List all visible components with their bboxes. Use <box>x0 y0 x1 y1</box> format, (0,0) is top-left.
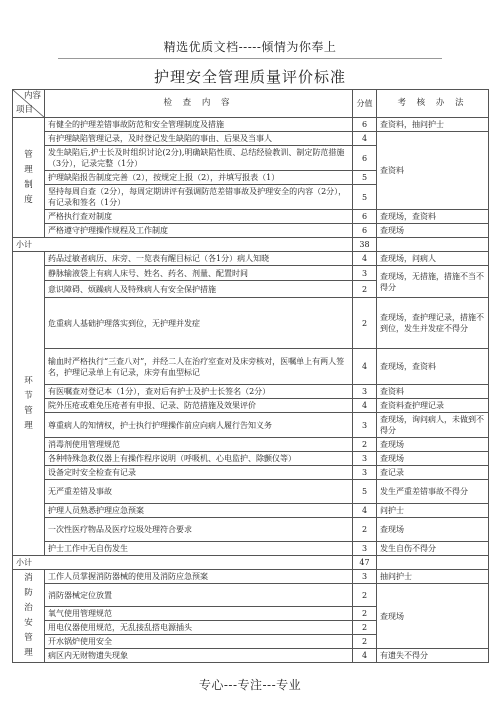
row-score: 5 <box>353 185 377 210</box>
row-score: 3 <box>353 466 377 480</box>
row-method: 查现场 <box>377 518 489 542</box>
row-content: 开水锅炉使用安全 <box>45 635 353 649</box>
row-score: 6 <box>353 210 377 224</box>
row-content: 严格执行查对制度 <box>45 210 353 224</box>
row-content: 护理人员熟悉护理应急预案 <box>45 504 353 518</box>
document-title: 护理安全管理质量评价标准 <box>153 68 346 86</box>
row-score: 3 <box>353 385 377 399</box>
subtotal-row <box>13 238 489 252</box>
row-content: 病区内无财物遗失现象 <box>45 649 353 663</box>
subtotal-empty <box>377 556 489 570</box>
category-fire-security: 消防治安管理 <box>13 570 45 663</box>
row-score: 2 <box>353 621 377 635</box>
row-method: 查资料查护理记录 <box>377 399 489 413</box>
table-row <box>13 413 489 438</box>
table-row <box>13 518 489 542</box>
row-content: 意识障碍、烦躁病人及特殊病人有安全保护措施 <box>45 281 353 298</box>
row-score: 4 <box>353 504 377 518</box>
row-method: 查现场，询问病人，未做到不得分 <box>377 413 489 438</box>
subtotal-score: 38 <box>353 238 377 252</box>
row-content: 无严重差错及事故 <box>45 480 353 504</box>
header-rule <box>58 58 442 59</box>
row-content: 护士工作中无自伤发生 <box>45 542 353 556</box>
row-method: 查现场，查护理记录，措施不到位，发生并发症不得分 <box>377 298 489 349</box>
row-content: 消毒剂使用管理规范 <box>45 438 353 452</box>
diagonal-header-cell <box>13 90 45 118</box>
row-score: 3 <box>353 266 377 281</box>
table-row <box>13 570 489 584</box>
row-method: 查现场，查资料 <box>377 210 489 224</box>
row-content: 发生缺陷后,护士长及时组织讨论(2分),明确缺陷性质、总结经验教训、制定防范措施（3分），记录完整（1分） <box>45 146 353 171</box>
row-method: 问护士 <box>377 504 489 518</box>
row-content: 氧气使用管理规范 <box>45 607 353 621</box>
page-footer: 专心---专注---专业 <box>198 678 302 692</box>
table-row <box>13 649 489 663</box>
row-content: 院外压疮或难免压疮者有申报、记录、防范措施及效果评价 <box>45 399 353 413</box>
row-method: 查资料，抽问护士 <box>377 118 489 132</box>
row-content: 有医嘱查对登记本（1分），查对后有护士及护士长签名（2分） <box>45 385 353 399</box>
table-header-row <box>13 90 489 118</box>
row-content: 严格遵守护理操作规程及工作制度 <box>45 224 353 238</box>
table-row <box>13 210 489 224</box>
subtotal-empty <box>377 238 489 252</box>
row-score: 4 <box>353 252 377 266</box>
row-content: 药品过敏者病历、床旁、一览表有醒目标记（各1分）病人知晓 <box>45 252 353 266</box>
row-score: 3 <box>353 413 377 438</box>
row-method: 查资料 <box>377 132 489 210</box>
table-row <box>13 504 489 518</box>
subtotal-label: 小计 <box>13 556 353 570</box>
row-score: 4 <box>353 349 377 385</box>
header-method: 考 核 办 法 <box>377 90 489 118</box>
row-method: 查现场，查资料 <box>377 349 489 385</box>
row-score: 3 <box>353 570 377 584</box>
row-score: 4 <box>353 649 377 663</box>
table-row <box>13 132 489 146</box>
row-score: 5 <box>353 480 377 504</box>
row-method: 发生严重差错事故不得分 <box>377 480 489 504</box>
row-score: 2 <box>353 518 377 542</box>
table-row <box>13 252 489 266</box>
subtotal-score: 47 <box>353 556 377 570</box>
category-management-system: 管理制度 <box>13 118 45 238</box>
row-method: 抽问护士 <box>377 570 489 584</box>
row-score: 5 <box>353 171 377 185</box>
page-header: 精选优质文档-----倾情为你奉上 <box>163 40 337 54</box>
row-score: 4 <box>353 132 377 146</box>
row-score: 6 <box>353 146 377 171</box>
row-score: 2 <box>353 281 377 298</box>
row-method: 查记录 <box>377 466 489 480</box>
row-method: 有遗失不得分 <box>377 649 489 663</box>
table-row <box>13 542 489 556</box>
table-row <box>13 298 489 349</box>
row-content: 有护理缺陷管理记录，及时登记发生缺陷的事由、后果及当事人 <box>45 132 353 146</box>
row-method: 查资料 <box>377 385 489 399</box>
row-method: 查现场 <box>377 452 489 466</box>
subtotal-label: 小计 <box>13 238 353 252</box>
row-method: 查现场，无措施，措施不当不得分 <box>377 266 489 298</box>
row-score: 6 <box>353 118 377 132</box>
row-method: 发生自伤不得分 <box>377 542 489 556</box>
row-content: 静脉输液袋上有病人床号、姓名、药名、剂量、配置时间 <box>45 266 353 281</box>
row-score: 2 <box>353 635 377 649</box>
table-row <box>13 466 489 480</box>
row-content: 护理缺陷报告制度完善（2），按规定上报（2），并填写报表（1） <box>45 171 353 185</box>
corner-label-item: 项目 <box>16 105 34 115</box>
row-score: 2 <box>353 298 377 349</box>
row-content: 各种特殊急救仪器上有操作程序说明（呼吸机、心电监护、除颤仪等） <box>45 452 353 466</box>
row-score: 4 <box>353 399 377 413</box>
table-row <box>13 349 489 385</box>
table-row <box>13 224 489 238</box>
row-score: 3 <box>353 452 377 466</box>
row-content: 一次性医疗物品及医疗垃圾处理符合要求 <box>45 518 353 542</box>
row-content: 有健全的护理差错事故防范和安全管理制度及措施 <box>45 118 353 132</box>
category-process-management: 环节管理 <box>13 252 45 556</box>
row-method: 查现场 <box>377 438 489 452</box>
table-row <box>13 452 489 466</box>
row-score: 2 <box>353 584 377 607</box>
row-method: 查现场 <box>377 224 489 238</box>
table-row <box>13 266 489 281</box>
header-score: 分值 <box>353 90 377 118</box>
row-score: 2 <box>353 438 377 452</box>
row-content: 尊重病人的知情权，护士执行护理操作前应向病人履行告知义务 <box>45 413 353 438</box>
evaluation-table <box>12 89 489 663</box>
row-score: 6 <box>353 224 377 238</box>
table-row <box>13 399 489 413</box>
row-content: 消防器械定位放置 <box>45 584 353 607</box>
row-content: 用电仪器使用规范，无乱接乱搭电源插头 <box>45 621 353 635</box>
row-method: 查现场 <box>377 584 489 649</box>
table-row <box>13 438 489 452</box>
header-content: 检 查 内 容 <box>45 90 353 118</box>
row-content: 危重病人基础护理落实到位，无护理并发症 <box>45 298 353 349</box>
row-content: 工作人员掌握消防器械的使用及消防应急预案 <box>45 570 353 584</box>
row-score: 3 <box>353 542 377 556</box>
subtotal-row <box>13 556 489 570</box>
row-content: 输血时严格执行“三查八对”，并经二人在治疗室查对及床旁核对，医嘱单上有两人签名，护理记录单上有记录，床旁有血型标记 <box>45 349 353 385</box>
table-row <box>13 385 489 399</box>
table-row <box>13 480 489 504</box>
table-row <box>13 118 489 132</box>
corner-label-content: 内容 <box>23 91 41 101</box>
table-row <box>13 584 489 607</box>
row-content: 设备定时安全检查有记录 <box>45 466 353 480</box>
row-score: 2 <box>353 607 377 621</box>
row-method: 查现场，问病人 <box>377 252 489 266</box>
row-content: 坚持每周自查（2分），每周定期讲评有强调防范差错事故及护理安全的内容（2分），有记录和签名（1分） <box>45 185 353 210</box>
